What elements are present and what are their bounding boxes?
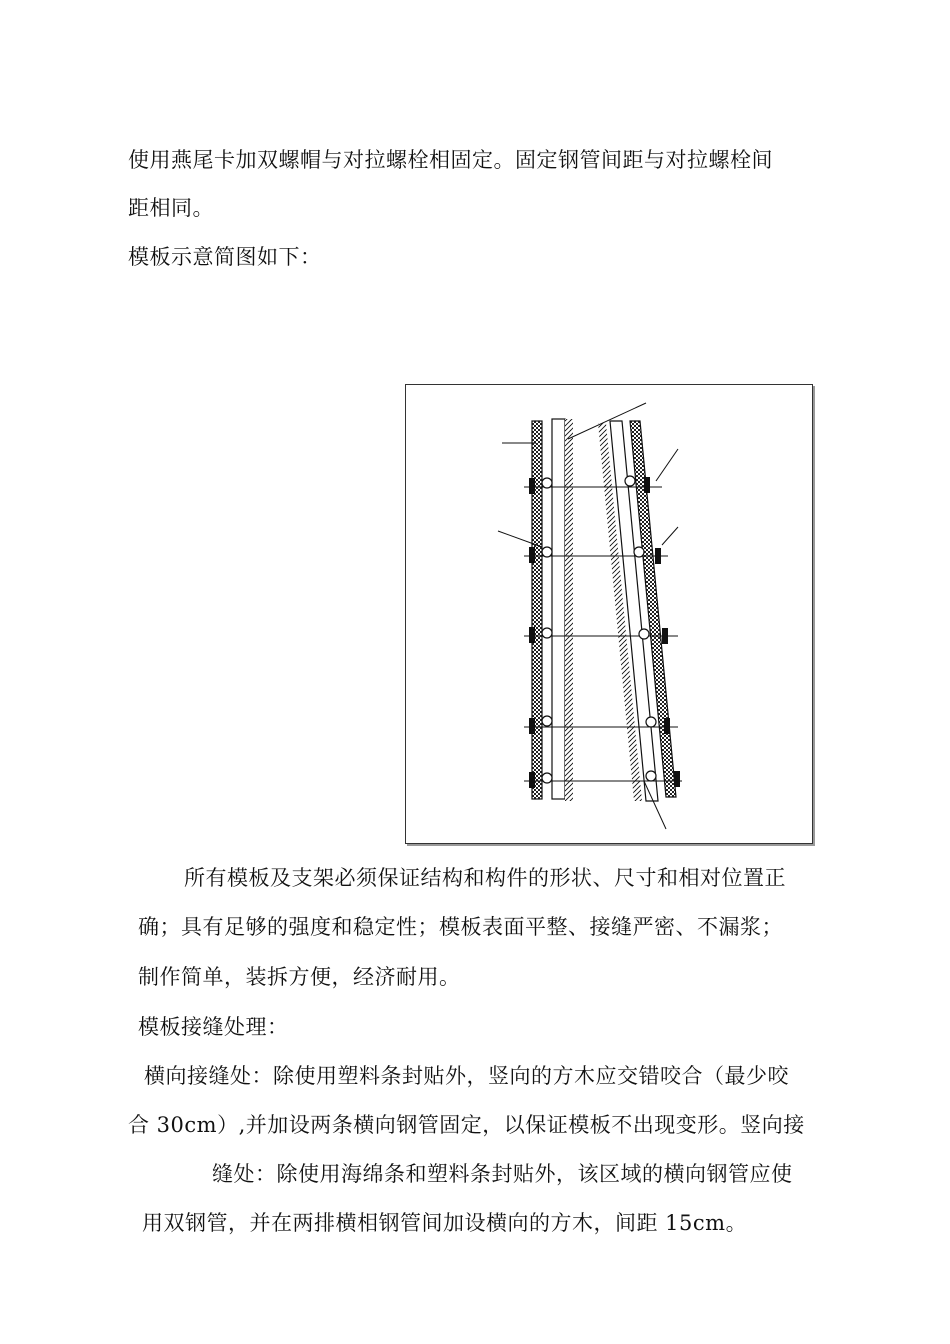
paragraph-5-line-2: 合 30cm）,并加设两条横向钢管固定，以保证模板不出现变形。竖向接 <box>128 1113 805 1137</box>
tie-bolt-row-4 <box>524 716 678 734</box>
left-plywood <box>552 419 565 799</box>
tie-bolt-row-5 <box>524 771 682 788</box>
paragraph-5-line-1: 横向接缝处：除使用塑料条封贴外，竖向的方木应交错咬合（最少咬 <box>144 1064 789 1088</box>
paragraph-5-line-4: 用双钢管，并在两排横相钢管间加设横向的方木，间距 15cm。 <box>142 1211 748 1235</box>
paragraph-5-line-3: 缝处：除使用海绵条和塑料条封贴外，该区域的横向钢管应使 <box>212 1162 793 1186</box>
paragraph-1-line-1: 使用燕尾卡加双螺帽与对拉螺栓相固定。固定钢管间距与对拉螺栓间 <box>128 148 773 172</box>
left-concrete-face <box>565 419 573 801</box>
paragraph-3-line-2: 确；具有足够的强度和稳定性；模板表面平整、接缝严密、不漏浆； <box>138 915 783 939</box>
paragraph-3-line-1: 所有模板及支架必须保证结构和构件的形状、尺寸和相对位置正 <box>184 866 786 890</box>
paragraph-2: 模板示意简图如下： <box>128 245 322 269</box>
formwork-diagram-icon <box>406 385 812 843</box>
paragraph-3-line-3: 制作简单，装拆方便，经济耐用。 <box>138 965 461 989</box>
paragraph-4: 模板接缝处理： <box>138 1015 289 1039</box>
formwork-diagram <box>405 384 813 844</box>
left-timber-strip <box>532 421 542 799</box>
paragraph-1-line-2: 距相同。 <box>128 196 214 220</box>
